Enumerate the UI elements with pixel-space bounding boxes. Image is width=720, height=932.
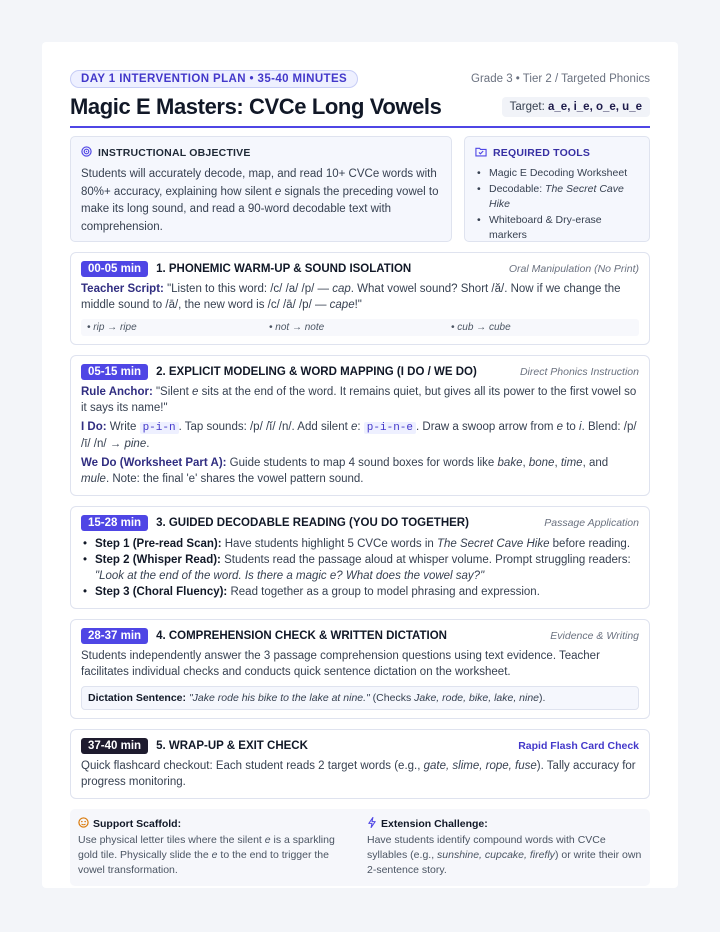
example-item: • cub → cube [451, 322, 511, 333]
support-heading [78, 817, 353, 831]
step-title: 2. EXPLICIT MODELING & WORD MAPPING (I DO / WE DO) [156, 366, 477, 378]
lightning-icon [367, 817, 377, 831]
step-tag: Passage Application [544, 517, 639, 529]
step-tag: Oral Manipulation (No Print) [508, 263, 639, 275]
footer-notes [70, 809, 650, 886]
target-badge [502, 97, 650, 117]
objective-heading [81, 146, 441, 160]
support-scaffold [78, 817, 353, 878]
tools-heading [475, 146, 639, 160]
tools-card [464, 136, 650, 242]
list-item: • Step 1 (Pre-read Scan): Have students highlight 5 CVCe words in The Secret Cave Hike before reading. [81, 536, 639, 552]
example-item: • not → note [269, 322, 325, 333]
time-badge: 05-15 min [81, 364, 148, 380]
i-do: I Do: Write p-i-n . Tap sounds: /p/ /ĭ/ /n/. Add silent e: p-i-n-e . Draw a swoop arrow from e to i. Blend: /p/ /ī/ /n/ → pine. [81, 421, 637, 450]
step-header [81, 738, 639, 754]
grade-info: Grade 3 • Tier 2 / Targeted Phonics [471, 73, 650, 85]
tools-heading-text: REQUIRED TOOLS [493, 147, 591, 159]
list-item: • Magic E Decoding Worksheet [475, 166, 639, 181]
reading-steps-list [81, 536, 639, 600]
support-heading-text: Support Scaffold: [93, 818, 182, 830]
list-item: • Step 2 (Whisper Read): Students read the passage aloud at whisper volume. Prompt struggling readers: "Look at the end of the word. Is there a magic e? What does the vowel say?" [81, 552, 639, 584]
intro-row [70, 136, 650, 242]
page-title: Magic E Masters: CVCe Long Vowels [70, 94, 442, 119]
lesson-plan-page [42, 42, 678, 888]
header-bottom [70, 94, 650, 128]
tools-list [475, 166, 639, 243]
folder-check-icon [475, 146, 487, 160]
comprehension-text: Students independently answer the 3 passage comprehension questions using text evidence. Teacher facilitates individual checks and conducts quick sentence dictation on the worksheet. [81, 650, 600, 678]
extension-challenge [367, 817, 642, 878]
step-card-2 [70, 355, 650, 496]
step-title: 5. WRAP-UP & EXIT CHECK [156, 740, 308, 752]
day-pill: DAY 1 INTERVENTION PLAN • 35-40 MINUTES [70, 70, 358, 88]
wrap-up-text: Quick flashcard checkout: Each student reads 2 target words (e.g., gate, slime, rope, fuse). Tally accuracy for progress monitoring. [81, 760, 636, 788]
example-item: • rip → ripe [87, 322, 137, 333]
step-header [81, 364, 639, 380]
header-top [70, 70, 650, 88]
we-do: We Do (Worksheet Part A): Guide students to map 4 sound boxes for words like bake, bone, time, and mule. Note: the final 'e' shares the vowel pattern sound. [81, 457, 609, 485]
smiley-icon [78, 817, 89, 831]
step-title: 4. COMPREHENSION CHECK & WRITTEN DICTATION [156, 630, 447, 642]
step-card-5 [70, 729, 650, 799]
teacher-script: Teacher Script: "Listen to this word: /c/ /a/ /p/ — cap. What vowel sound? Short /ă/. Now if we change the middle sound to /ā/, the new word is /c/ /ā/ /p/ — cape!" [81, 283, 621, 311]
target-value: a_e, i_e, o_e, u_e [548, 101, 642, 113]
step-tag: Evidence & Writing [550, 630, 639, 642]
time-badge: 00-05 min [81, 261, 148, 277]
step-title: 1. PHONEMIC WARM-UP & SOUND ISOLATION [156, 263, 412, 275]
time-badge: 15-28 min [81, 515, 148, 531]
step-card-3 [70, 506, 650, 609]
rule-anchor: Rule Anchor: "Silent e sits at the end of the word. It remains quiet, but gives all its power to the first vowel so it says its name!" [81, 386, 637, 414]
objective-card [70, 136, 452, 242]
objective-heading-text: INSTRUCTIONAL OBJECTIVE [98, 147, 251, 159]
list-item: • Step 3 (Choral Fluency): Read together as a group to model phrasing and expression. [81, 584, 639, 600]
step-header [81, 515, 639, 531]
list-item: • Whiteboard & Dry-erase markers [475, 213, 639, 243]
support-text: Use physical letter tiles where the silent e is a sparkling gold tile. Physically slide the e to the end to trigger the vowel transformation. [78, 834, 335, 876]
dictation-box: Dictation Sentence: "Jake rode his bike to the lake at nine." (Checks Jake, rode, bike, lake, nine). [81, 686, 639, 710]
extension-text: Have students identify compound words with CVCe syllables (e.g., sunshine, cupcake, firefly) or write their own 2-sentence story. [367, 834, 642, 876]
time-badge: 28-37 min [81, 628, 148, 644]
list-item: • Decodable: The Secret Cave Hike [475, 182, 639, 212]
step-tag: Direct Phonics Instruction [519, 366, 639, 378]
step-tag: Rapid Flash Card Check [518, 740, 639, 752]
time-badge: 37-40 min [81, 738, 148, 754]
target-icon [81, 146, 92, 160]
step-card-1 [70, 252, 650, 345]
step-title: 3. GUIDED DECODABLE READING (YOU DO TOGETHER) [156, 517, 469, 529]
step-header [81, 261, 639, 277]
step-header [81, 628, 639, 644]
target-label: Target: [509, 101, 545, 113]
extension-heading-text: Extension Challenge: [381, 818, 488, 830]
extension-heading [367, 817, 642, 831]
example-row [81, 319, 639, 336]
objective-text: Students will accurately decode, map, and read 10+ CVCe words with 80%+ accuracy, explaining how silent e signals the preceding vowel to make its long sound, and read a 90-word decodable text with comprehension. [81, 168, 439, 233]
step-card-4 [70, 619, 650, 719]
